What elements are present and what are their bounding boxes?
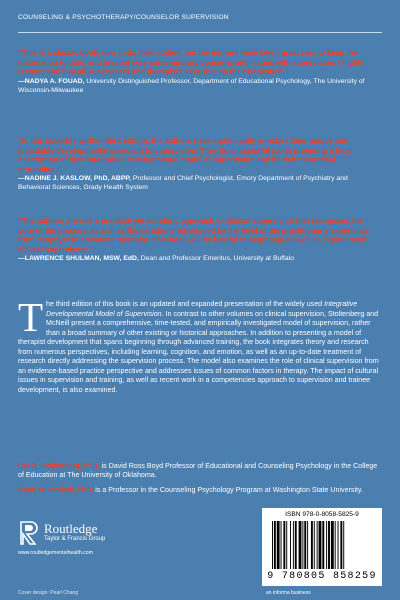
description-text-rest: . In contrast to other volumes on clinical supervision, Stoltenberg and McNeill present a comprehensive, time-tested, and empirically investigated model of supervision, rather than a broad summary of other existing or historical approaches. In addition to presenting a model of therapist development that spans beginning through advanced training, the book integrates theory and research from numerous perspectives, including learning, cognition, and emotion, as well as an up-to-date treatment of research directly addressing the supervision process. The model also examines the role of clinical supervision from an evidence-based practice perspective and addresses issues of common factors in therapy. The impact of cultural issues in supervision and training, as well as recent work in a competencies approach to supervision and trainee development, is also examined.: [18, 309, 379, 394]
quote-text: “This is a classic book, now in its third edition, but the authors have taken great care to keep the material up to date, and present very contemporary concerns and issues with supervision. I highly recommend that all supervisors and therapists have this on their bookshelf.”: [18, 48, 364, 77]
quote-text: “In this superbly written third edition, the authors have significantly enriched their unique and invaluable developmental approach to supervision. They do a masterful job in providing a lucid description of their integrative developmental model of supervision and its rich theoretical grounding.”: [18, 136, 353, 174]
header-rule: [18, 32, 382, 33]
publisher-group: Taylor & Francis Group: [44, 536, 106, 542]
barcode-icon: [270, 521, 374, 571]
series-header: COUNSELING & PSYCHOTHERAPY/COUNSELOR SUPERVISION: [18, 14, 229, 21]
model-title: Integrative Developmental Model of Supervision: [46, 300, 358, 318]
quote-attribution: [18, 175, 378, 193]
barcode-digits: 9 780805 858259: [267, 571, 377, 582]
quote-shulman: [18, 216, 378, 264]
quote-affiliation: University Distinguished Professor, Department of Educational Psychology, The University of Wisconsin-Milwaukee: [18, 77, 365, 94]
routledge-logo-icon: [18, 520, 40, 546]
barcode-panel: [262, 508, 382, 586]
cover-design-credit: Cover design: Pearl Chang: [18, 590, 79, 596]
author-bio-stoltenberg: [18, 462, 380, 481]
book-description: [18, 294, 380, 395]
isbn-label: ISBN 978-0-8058-5825-9: [285, 511, 359, 518]
drop-cap: T: [18, 294, 44, 340]
quote-affiliation: Professor and Chief Psychologist, Emory Department of Psychiatry and Behavioral Sciences, Grady Health System: [18, 175, 348, 192]
quote-author: —LAWRENCE SHULMAN, MSW, EdD,: [18, 255, 139, 263]
publisher-name: Routledge: [44, 521, 98, 536]
author-bio-text: is David Ross Boyd Professor of Educational and Counseling Psychology in the College of Education at The University of Oklahoma.: [18, 462, 378, 480]
author-name: Brian W. McNeill, PhD,: [18, 486, 94, 494]
quote-attribution: [18, 255, 378, 264]
publisher-logo: [18, 520, 168, 546]
quote-text: “The authors provide a practical yet scholarly approach to clinical supervision that recognizes the core of the process, as well as the variations introduced by the level of the practitioner’s experience from neophyte to advanced therapist. This book will be helpful to beginning as well as experienced clinical supervisors.”: [18, 216, 370, 254]
quote-kaslow: [18, 136, 378, 193]
description-text-start: he third edition of this book is an updated and expanded presentation of the widely used: [46, 300, 325, 308]
quote-attribution: [18, 78, 378, 96]
author-bio-text: is a Professor in the Counseling Psychology Program at Washington State University.: [93, 486, 363, 494]
publisher-website: www.routledgementalhealth.com: [18, 550, 93, 556]
quote-author: —NADYA A. FOUAD,: [18, 77, 85, 85]
author-name: Cal D. Stoltenberg, PhD,: [18, 462, 100, 470]
quote-fouad: [18, 48, 378, 95]
author-bio-mcneill: [18, 486, 380, 495]
quote-author: —NADINE J. KASLOW, PhD, ABPP,: [18, 175, 131, 183]
quote-affiliation: Dean and Professor Emeritus, University at Buffalo: [140, 255, 294, 263]
informa-tagline: an informa business: [266, 590, 311, 596]
